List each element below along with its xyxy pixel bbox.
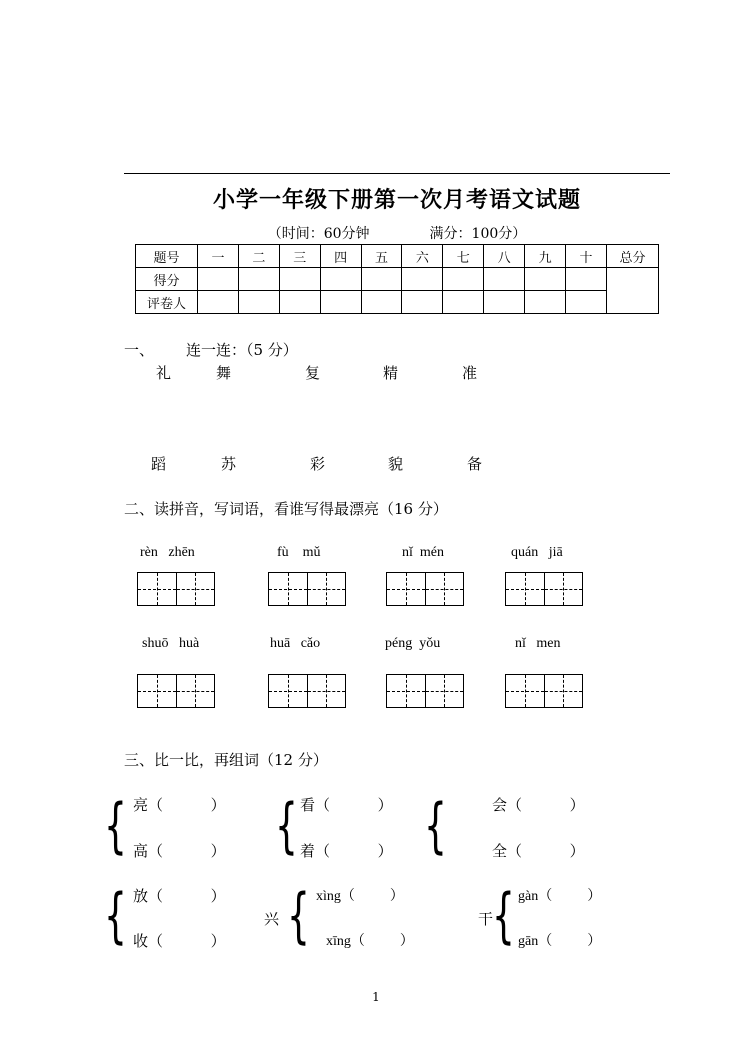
grader-input-cell[interactable] <box>361 291 402 314</box>
compare-item[interactable]: 看（ ） <box>300 796 393 814</box>
score-header-cell: 题号 <box>136 245 198 268</box>
writing-grid[interactable] <box>505 674 583 708</box>
compare-item[interactable]: 高（ ） <box>133 842 226 860</box>
score-input-cell[interactable] <box>361 268 402 291</box>
match-top-char[interactable]: 礼 <box>156 364 172 382</box>
left-brace-icon: { <box>104 791 127 861</box>
writing-grid[interactable] <box>268 572 346 606</box>
writing-grid[interactable] <box>505 572 583 606</box>
pinyin-label: huā cǎo <box>270 636 321 651</box>
score-header-cell: 三 <box>279 245 320 268</box>
writing-grid[interactable] <box>137 572 215 606</box>
pinyin-label: fù mǔ <box>277 545 321 560</box>
compare-item[interactable]: 亮（ ） <box>133 796 226 814</box>
grader-input-cell[interactable] <box>443 291 484 314</box>
pinyin-label: nǐ men <box>515 636 561 651</box>
match-top-char[interactable]: 舞 <box>216 364 232 382</box>
score-header-cell: 九 <box>525 245 566 268</box>
left-brace-icon: { <box>275 791 298 861</box>
score-input-cell[interactable] <box>484 268 525 291</box>
score-input-cell[interactable] <box>402 268 443 291</box>
pinyin-label: shuō huà <box>142 636 200 651</box>
writing-grid[interactable] <box>137 674 215 708</box>
match-bottom-char[interactable]: 彩 <box>310 455 326 473</box>
score-table <box>135 244 659 314</box>
grader-input-cell[interactable] <box>198 291 239 314</box>
score-header-cell: 五 <box>361 245 402 268</box>
section2-heading: 二、读拼音，写词语，看谁写得最漂亮（16 分） <box>124 500 448 518</box>
score-input-cell[interactable] <box>525 268 566 291</box>
grader-input-cell[interactable] <box>566 291 607 314</box>
match-bottom-char[interactable]: 苏 <box>221 455 237 473</box>
score-header-cell: 总分 <box>607 245 659 268</box>
match-bottom-char[interactable]: 蹈 <box>151 455 167 473</box>
section1-number: 一、 <box>124 341 155 359</box>
score-input-cell[interactable] <box>238 268 279 291</box>
match-top-char[interactable]: 精 <box>383 364 399 382</box>
section1-heading: 连一连：（5 分） <box>186 341 298 359</box>
grader-row-label: 评卷人 <box>136 291 198 314</box>
grader-input-cell[interactable] <box>279 291 320 314</box>
grader-input-cell[interactable] <box>402 291 443 314</box>
score-input-cell[interactable] <box>279 268 320 291</box>
score-header-cell: 八 <box>484 245 525 268</box>
compare-item[interactable]: gān（ ） <box>518 934 602 949</box>
writing-grid[interactable] <box>268 674 346 708</box>
score-input-cell[interactable] <box>198 268 239 291</box>
subtitle-full-score: 满分：100分） <box>429 226 527 242</box>
page-number: 1 <box>372 990 380 1004</box>
pinyin-label: quán jiā <box>511 545 563 560</box>
score-table-grader-row <box>136 291 659 314</box>
pinyin-label: nǐ mén <box>402 545 444 560</box>
pinyin-label: rèn zhēn <box>140 545 195 560</box>
compare-item[interactable]: 收（ ） <box>133 932 226 950</box>
match-top-char[interactable]: 准 <box>462 364 478 382</box>
exam-subtitle <box>124 223 670 243</box>
score-header-cell: 一 <box>198 245 239 268</box>
score-header-cell: 六 <box>402 245 443 268</box>
match-bottom-char[interactable]: 貌 <box>388 455 404 473</box>
polyphone-char: 兴 <box>264 910 280 928</box>
grader-input-cell[interactable] <box>484 291 525 314</box>
score-header-cell: 七 <box>443 245 484 268</box>
left-brace-icon: { <box>104 881 127 951</box>
left-brace-icon: { <box>287 881 310 951</box>
score-table-score-row <box>136 268 659 291</box>
score-header-cell: 二 <box>238 245 279 268</box>
page-title: 小学一年级下册第一次月考语文试题 <box>212 187 581 213</box>
compare-item[interactable]: gàn（ ） <box>518 889 602 904</box>
left-brace-icon: { <box>492 881 515 951</box>
score-input-cell[interactable] <box>566 268 607 291</box>
title-rule <box>124 173 670 174</box>
subtitle-time: （时间：60分钟 <box>267 226 370 242</box>
pinyin-label: péng yǒu <box>385 636 441 651</box>
compare-item[interactable]: xìng（ ） <box>316 889 404 904</box>
score-table-header-row <box>136 245 659 268</box>
section3-heading: 三、比一比，再组词（12 分） <box>124 751 328 769</box>
compare-item[interactable]: xīng（ ） <box>326 934 414 949</box>
match-top-char[interactable]: 复 <box>305 364 321 382</box>
score-header-cell: 四 <box>320 245 361 268</box>
grader-input-cell[interactable] <box>525 291 566 314</box>
compare-item[interactable]: 放（ ） <box>133 887 226 905</box>
compare-item[interactable]: 着（ ） <box>300 842 393 860</box>
grader-input-cell[interactable] <box>320 291 361 314</box>
polyphone-char: 干 <box>478 910 494 928</box>
score-row-label: 得分 <box>136 268 198 291</box>
compare-item[interactable]: 会（ ） <box>492 796 585 814</box>
grader-input-cell[interactable] <box>238 291 279 314</box>
total-score-cell[interactable] <box>607 268 659 314</box>
writing-grid[interactable] <box>386 674 464 708</box>
writing-grid[interactable] <box>386 572 464 606</box>
match-bottom-char[interactable]: 备 <box>467 455 483 473</box>
score-header-cell: 十 <box>566 245 607 268</box>
score-input-cell[interactable] <box>320 268 361 291</box>
left-brace-icon: { <box>424 791 447 861</box>
compare-item[interactable]: 全（ ） <box>492 842 585 860</box>
score-input-cell[interactable] <box>443 268 484 291</box>
